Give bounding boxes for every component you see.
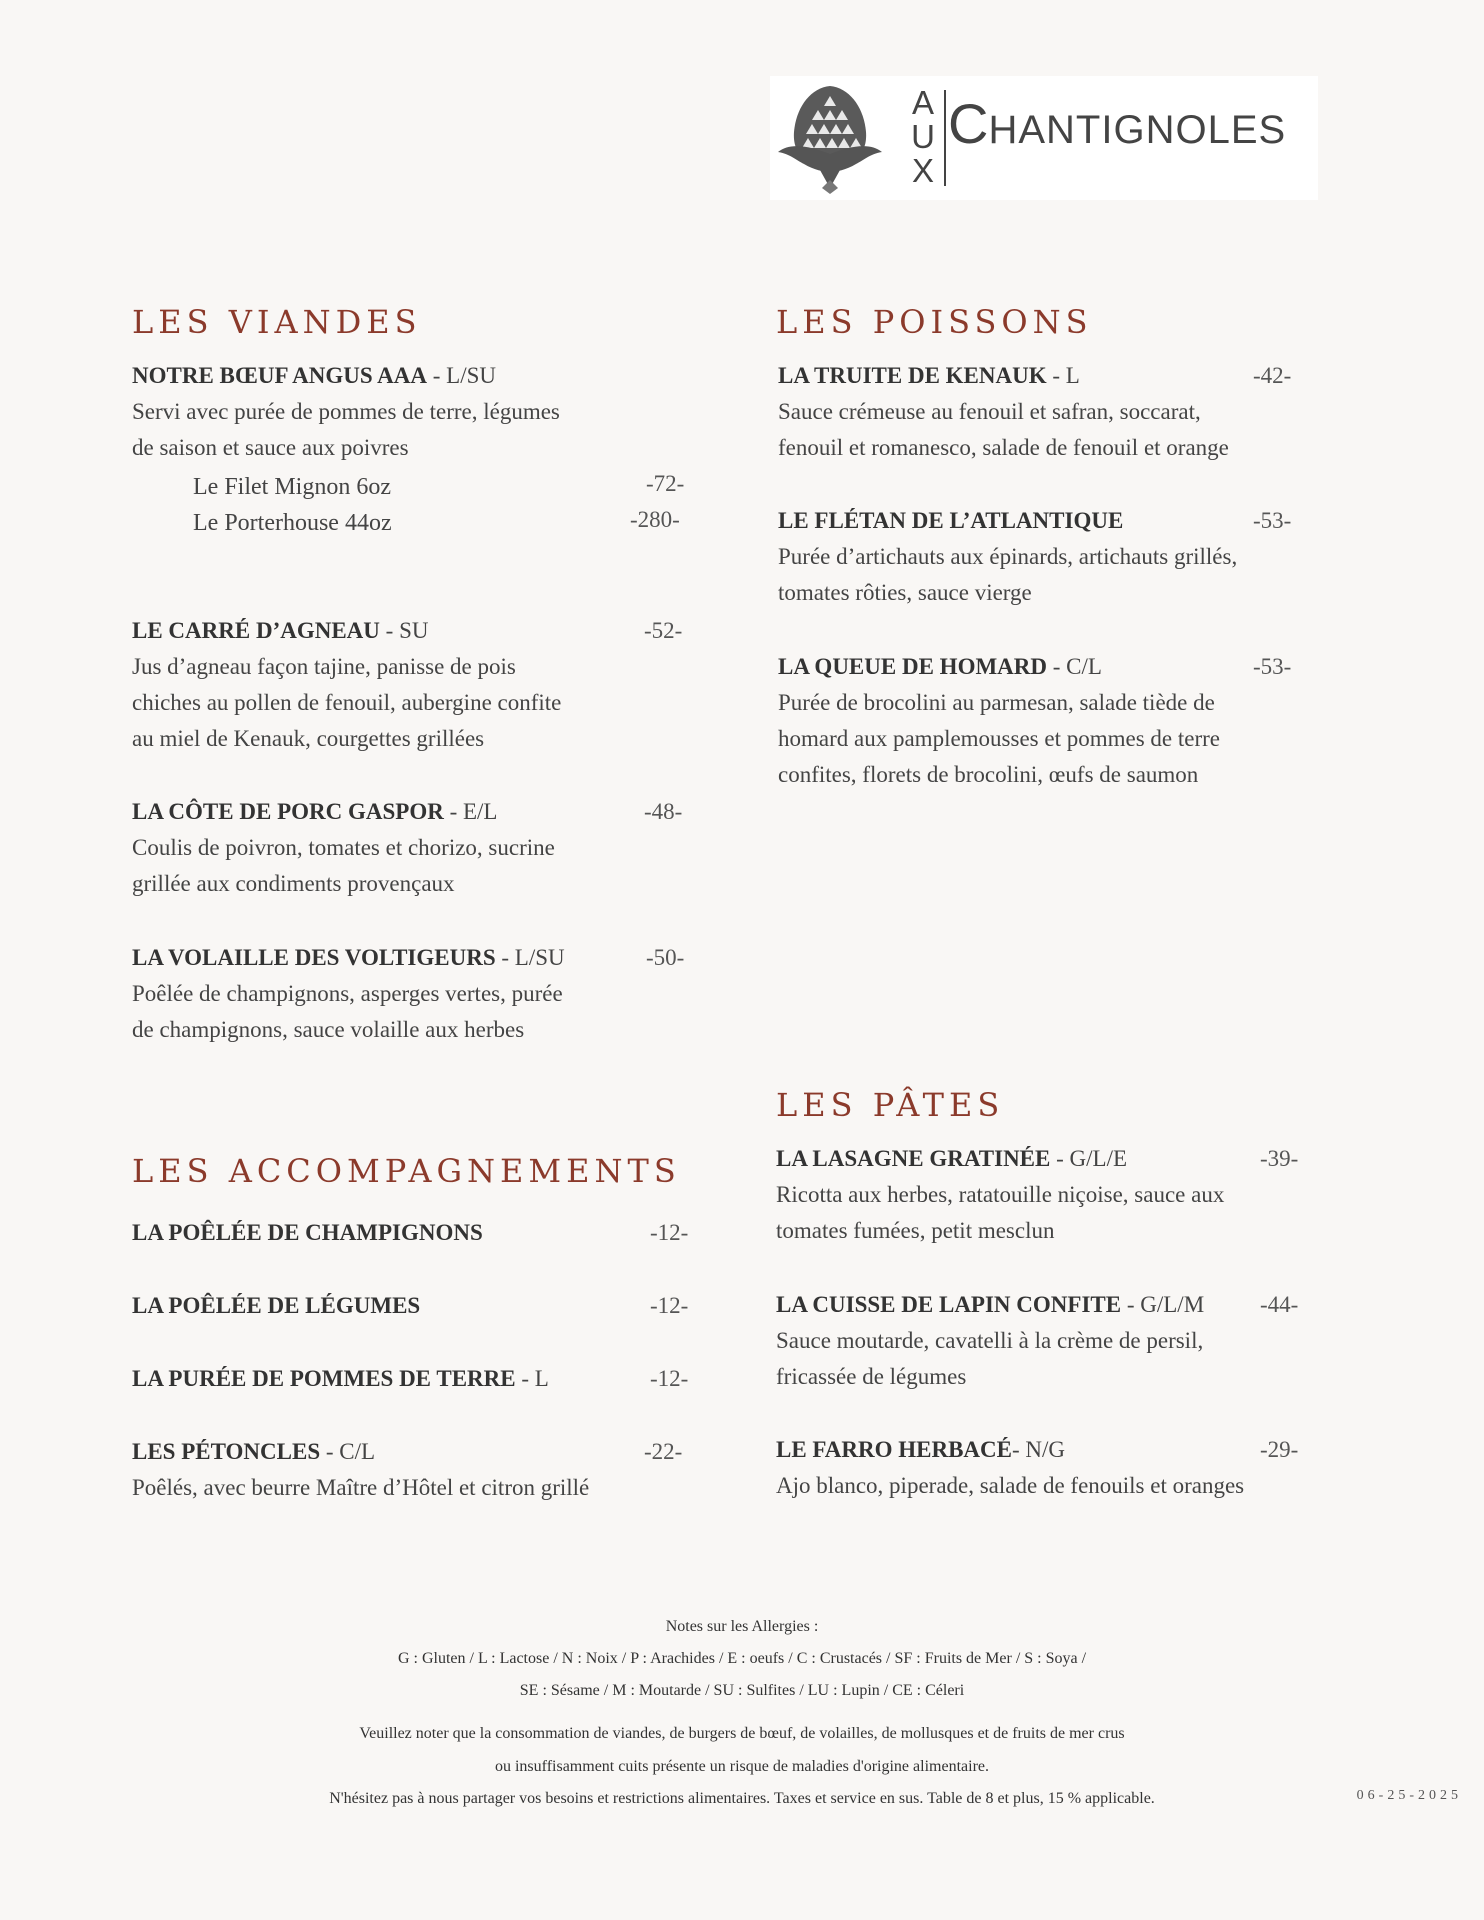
dish-description: Poêlée de champignons, asperges vertes, purée	[132, 981, 563, 1006]
section-title-poissons: LES POISSONS	[776, 303, 1093, 341]
restaurant-logo	[770, 76, 1318, 200]
dish-description: au miel de Kenauk, courgettes grillées	[132, 726, 485, 751]
dish-title: LA VOLAILLE DES VOLTIGEURS - L/SU	[132, 945, 565, 970]
allergy-legend: G : Gluten / L : Lactose / N : Noix / P : Arachides / E : oeufs / C : Crustacés / SF : Fruits de Mer / S : Soya /	[397, 1650, 1087, 1667]
dish-description: chiches au pollen de fenouil, aubergine confite	[132, 690, 562, 715]
dish-price: -72-	[646, 471, 685, 496]
dish-description: Purée d’artichauts aux épinards, artichauts grillés,	[778, 544, 1238, 569]
food-safety-warning: Veuillez noter que la consommation de viandes, de burgers de bœuf, de volailles, de mollusques et de fruits de mer crus	[359, 1725, 1125, 1742]
dish-title: LE FARRO HERBACÉ- N/G	[776, 1437, 1066, 1462]
dish-description: Sauce crémeuse au fenouil et safran, soccarat,	[778, 399, 1201, 424]
menu-date: 06-25-2025	[1356, 1788, 1462, 1803]
dish-description: tomates rôties, sauce vierge	[778, 580, 1032, 605]
dish-title: LES PÉTONCLES - C/L	[132, 1439, 376, 1464]
dish-title: LA CUISSE DE LAPIN CONFITE - G/L/M	[776, 1292, 1205, 1317]
dish-price: -280-	[630, 507, 680, 532]
logo-divider	[944, 90, 946, 186]
logo-wordmark: CHANTIGNOLES	[948, 92, 1287, 155]
dish-price: -44-	[1260, 1292, 1299, 1317]
dish-description: de saison et sauce aux poivres	[132, 435, 409, 460]
dish-price: -29-	[1260, 1437, 1299, 1462]
dish-description: tomates fumées, petit mesclun	[776, 1218, 1055, 1243]
dish-price: -53-	[1253, 508, 1292, 533]
dish-price: -12-	[650, 1366, 689, 1391]
dish-title: LA POÊLÉE DE LÉGUMES	[132, 1293, 421, 1318]
dish-description: Ricotta aux herbes, ratatouille niçoise, sauce aux	[776, 1182, 1225, 1207]
dish-variant: Le Filet Mignon 6oz	[193, 474, 391, 500]
dish-title: LA TRUITE DE KENAUK - L	[778, 363, 1080, 388]
dish-price: -42-	[1253, 363, 1292, 388]
dish-price: -22-	[644, 1439, 683, 1464]
dish-description: confites, florets de brocolini, œufs de saumon	[778, 762, 1199, 787]
dish-title: LA PURÉE DE POMMES DE TERRE - L	[132, 1366, 549, 1391]
allergy-legend: SE : Sésame / M : Moutarde / SU : Sulfites / LU : Lupin / CE : Céleri	[519, 1682, 965, 1699]
pinecone-fish-icon	[770, 76, 890, 200]
dish-variant: Le Porterhouse 44oz	[193, 510, 392, 536]
allergy-notes-title: Notes sur les Allergies :	[665, 1618, 819, 1635]
dish-title: LE FLÉTAN DE L’ATLANTIQUE	[778, 508, 1124, 533]
dish-description: grillée aux condiments provençaux	[132, 871, 455, 896]
dish-price: -50-	[646, 945, 685, 970]
dish-title: LE CARRÉ D’AGNEAU - SU	[132, 618, 429, 643]
dish-title: LA LASAGNE GRATINÉE - G/L/E	[776, 1146, 1128, 1171]
logo-aux-letters: A U X	[911, 84, 935, 189]
dish-description: fricassée de légumes	[776, 1364, 967, 1389]
dish-description: Jus d’agneau façon tajine, panisse de pois	[132, 654, 516, 679]
dish-description: Purée de brocolini au parmesan, salade tiède de	[778, 690, 1215, 715]
dish-description: Ajo blanco, piperade, salade de fenouils et oranges	[776, 1473, 1245, 1498]
dish-title: LA CÔTE DE PORC GASPOR - E/L	[132, 799, 498, 824]
section-title-accompagnements: LES ACCOMPAGNEMENTS	[132, 1152, 681, 1190]
dish-description: Sauce moutarde, cavatelli à la crème de persil,	[776, 1328, 1204, 1353]
section-title-viandes: LES VIANDES	[132, 303, 422, 341]
dish-price: -48-	[644, 799, 683, 824]
dish-title: LA QUEUE DE HOMARD - C/L	[778, 654, 1102, 679]
dish-description: Servi avec purée de pommes de terre, légumes	[132, 399, 560, 424]
dish-title: LA POÊLÉE DE CHAMPIGNONS	[132, 1220, 483, 1245]
dish-price: -12-	[650, 1293, 689, 1318]
dish-price: -12-	[650, 1220, 689, 1245]
dish-description: Coulis de poivron, tomates et chorizo, sucrine	[132, 835, 555, 860]
dish-price: -52-	[644, 618, 683, 643]
food-safety-warning: ou insuffisamment cuits présente un risque de maladies d'origine alimentaire.	[494, 1758, 989, 1775]
dish-description: fenouil et romanesco, salade de fenouil et orange	[778, 435, 1229, 460]
dish-title: NOTRE BŒUF ANGUS AAA - L/SU	[132, 363, 496, 388]
dish-description: homard aux pamplemousses et pommes de terre	[778, 726, 1220, 751]
service-note: N'hésitez pas à nous partager vos besoins et restrictions alimentaires. Taxes et service en sus. Table de 8 et plus, 15 % applicable.	[329, 1790, 1155, 1807]
dish-price: -53-	[1253, 654, 1292, 679]
section-title-pates: LES PÂTES	[776, 1086, 1005, 1124]
dish-description: Poêlés, avec beurre Maître d’Hôtel et citron grillé	[132, 1475, 590, 1500]
dish-price: -39-	[1260, 1146, 1299, 1171]
dish-description: de champignons, sauce volaille aux herbes	[132, 1017, 525, 1042]
